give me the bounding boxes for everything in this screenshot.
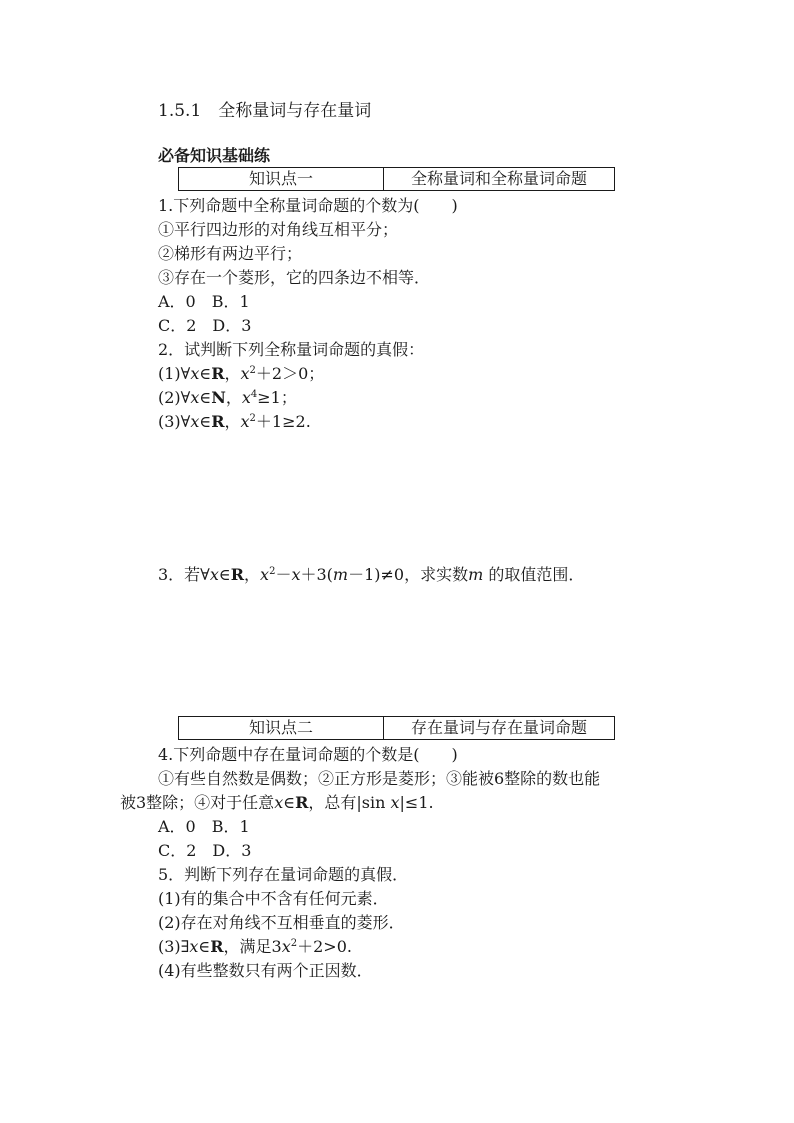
q5-item: (2)存在对角线不互相垂直的菱形． [158,913,405,932]
q5-item: (1)有的集合中不含有任何元素． [158,889,389,908]
q4-options-ab: A．0 B．1 [158,817,250,836]
q4-body-line-1: ①有些自然数是偶数；②正方形是菱形；③能被6整除的数也能 [158,769,601,788]
knowledge-point-1-table [178,167,615,191]
knowledge-point-2-value: 存在量词与存在量词命题 [384,717,615,740]
q2-stem: 2．试判断下列全称量词命题的真假： [158,340,425,359]
q2-item-1: (1)∀x∈R，$x^2+2>0$； [158,364,325,383]
page-title: 1.5.1 全称量词与存在量词 [158,101,372,121]
q4-options-cd: C．2 D．3 [158,841,252,860]
q2-item-3: (3)∀x∈R，$x^2+1\ge 2$. [158,412,311,431]
q1-options-cd: C．2 D．3 [158,316,252,335]
knowledge-point-1-label: 知识点一 [179,168,384,191]
q4-stem: 4.下列命题中存在量词命题的个数是( ) [158,745,458,764]
knowledge-point-1-value: 全称量词和全称量词命题 [384,168,615,191]
q1-item: ①平行四边形的对角线互相平分； [158,220,399,239]
q5-item-4: (4)有些整数只有两个正因数． [158,961,373,980]
section-heading: 必备知识基础练 [158,146,271,165]
q1-stem: 1.下列命题中全称量词命题的个数为( ) [158,196,458,215]
q5-stem: 5．判断下列存在量词命题的真假． [158,865,409,884]
knowledge-point-2-table [178,716,615,740]
knowledge-point-2-label: 知识点二 [179,717,384,740]
q1-item: ③存在一个菱形，它的四条边不相等． [158,268,431,287]
q5-item-3: (3)∃x∈R，满足$3x^2+2>0$. [158,937,352,956]
q2-item-2: (2)∀x∈N，$x^4\ge 1$； [158,388,297,407]
q4-body-line-2: 被3整除；④对于任意x∈R，总有|sin x|≤1. [120,793,434,812]
q3-stem: 3．若∀x∈R，$x^2-x+3(m-1)\ne 0$，求实数m 的取值范围． [158,565,585,584]
q1-options-ab: A．0 B．1 [158,292,250,311]
q1-item: ②梯形有两边平行； [158,244,303,263]
